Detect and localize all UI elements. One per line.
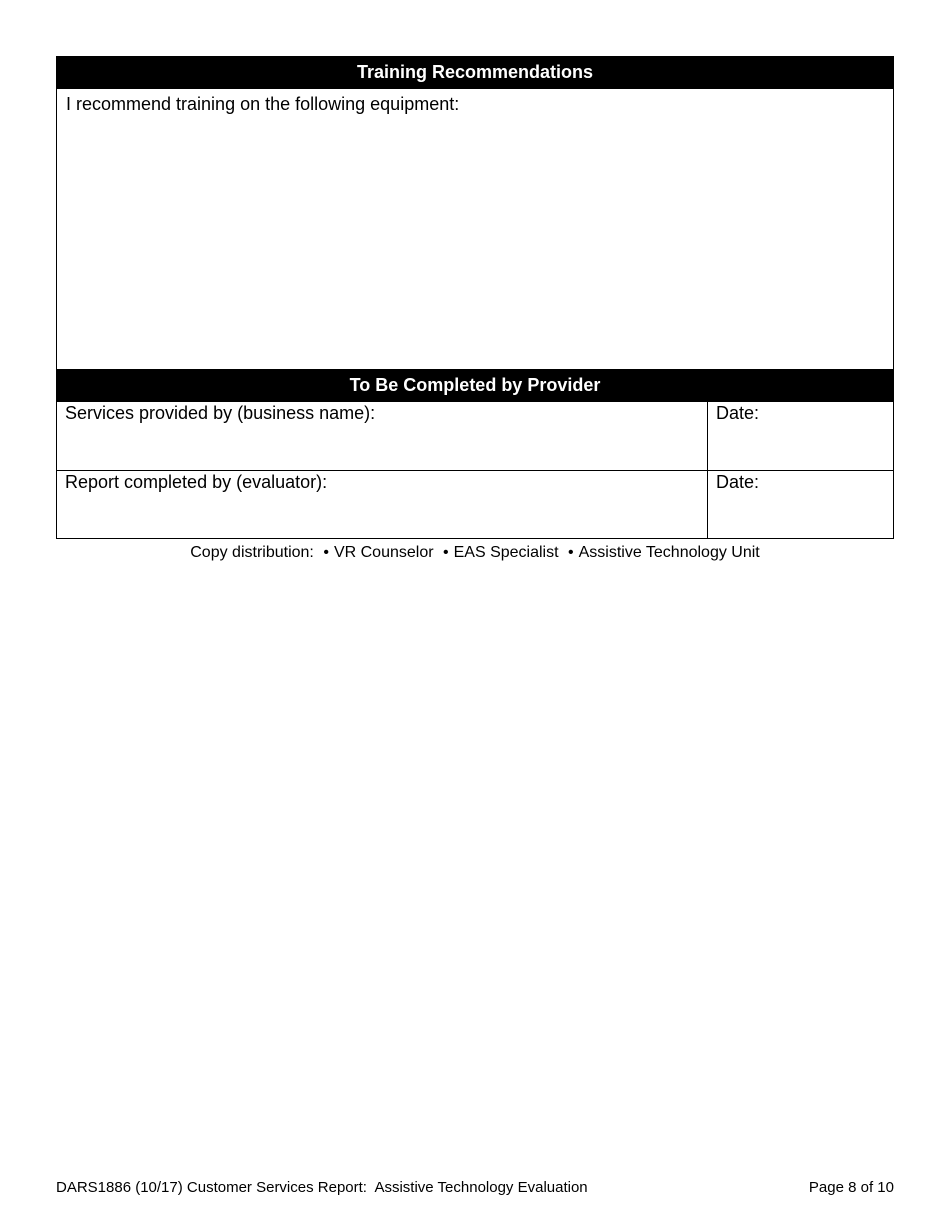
training-recommendations-header: Training Recommendations xyxy=(56,56,894,89)
business-date-field[interactable] xyxy=(708,402,894,470)
bullet-separator: • xyxy=(568,544,574,561)
provider-row-business xyxy=(57,402,894,470)
footer-form-id: DARS1886 (10/17) Customer Services Report: Assistive Technology Evaluation xyxy=(56,1179,588,1196)
footer-page-number: Page 8 of 10 xyxy=(808,1179,894,1196)
evaluator-date-label: Date: xyxy=(716,471,760,492)
business-date-label: Date: xyxy=(716,403,760,423)
bullet-separator: • xyxy=(323,544,329,561)
evaluator-field[interactable] xyxy=(57,470,708,538)
training-recommendations-field[interactable] xyxy=(56,89,894,369)
provider-row-evaluator xyxy=(57,470,894,538)
evaluator-label: Report completed by (evaluator): xyxy=(65,471,328,492)
recipient-assistive-technology-unit: Assistive Technology Unit xyxy=(578,544,760,561)
bullet-separator: • xyxy=(443,544,449,561)
distribution-prefix: Copy distribution: xyxy=(190,544,314,561)
provider-table xyxy=(56,402,894,539)
recipient-vr-counselor: VR Counselor xyxy=(333,544,434,561)
copy-distribution xyxy=(0,542,950,564)
evaluator-date-field[interactable] xyxy=(708,470,894,538)
provider-section-header: To Be Completed by Provider xyxy=(56,369,894,402)
business-name-field[interactable] xyxy=(57,402,708,470)
business-name-label: Services provided by (business name): xyxy=(65,403,376,423)
training-prompt: I recommend training on the following equipment: xyxy=(66,94,460,114)
evaluation-form xyxy=(56,56,894,539)
recipient-eas-specialist: EAS Specialist xyxy=(453,544,559,561)
